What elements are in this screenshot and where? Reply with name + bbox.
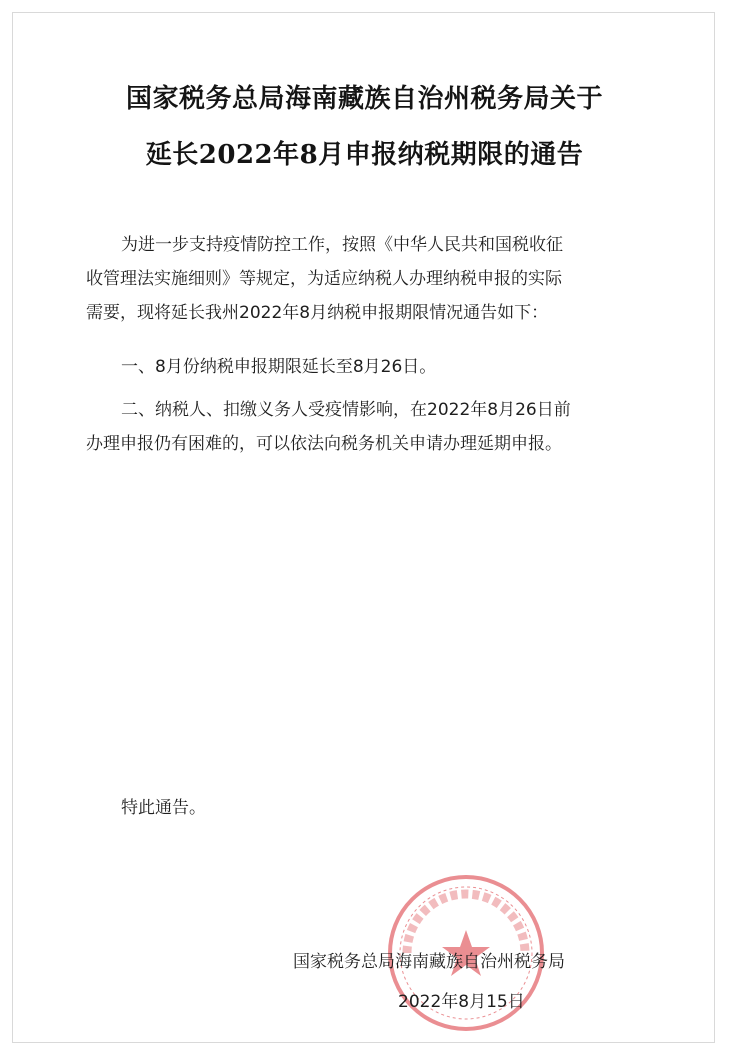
document-title-line-1: 国家税务总局海南藏族自治州税务局关于 bbox=[125, 84, 603, 114]
closing-text: 特此通告。 bbox=[121, 798, 206, 818]
issuer-name: 国家税务总局海南藏族自治州税务局 bbox=[293, 952, 565, 972]
body-line-1: 为进一步支持疫情防控工作，按照《中华人民共和国税收征 bbox=[121, 235, 563, 255]
body-line-2: 收管理法实施细则》等规定，为适应纳税人办理纳税申报的实际 bbox=[86, 269, 562, 289]
body-line-3: 需要，现将延长我州2022年8月纳税申报期限情况通告如下： bbox=[86, 303, 549, 323]
issue-date: 2022年8月15日 bbox=[398, 992, 525, 1012]
body-item-2-line-2: 办理申报仍有困难的，可以依法向税务机关申请办理延期申报。 bbox=[86, 434, 562, 454]
body-item-1: 一、8月份纳税申报期限延长至8月26日。 bbox=[121, 357, 437, 377]
body-item-2-line-1: 二、纳税人、扣缴义务人受疫情影响，在2022年8月26日前 bbox=[121, 400, 571, 420]
document-title-line-2: 延长2022年8月申报纳税期限的通告 bbox=[145, 140, 584, 170]
